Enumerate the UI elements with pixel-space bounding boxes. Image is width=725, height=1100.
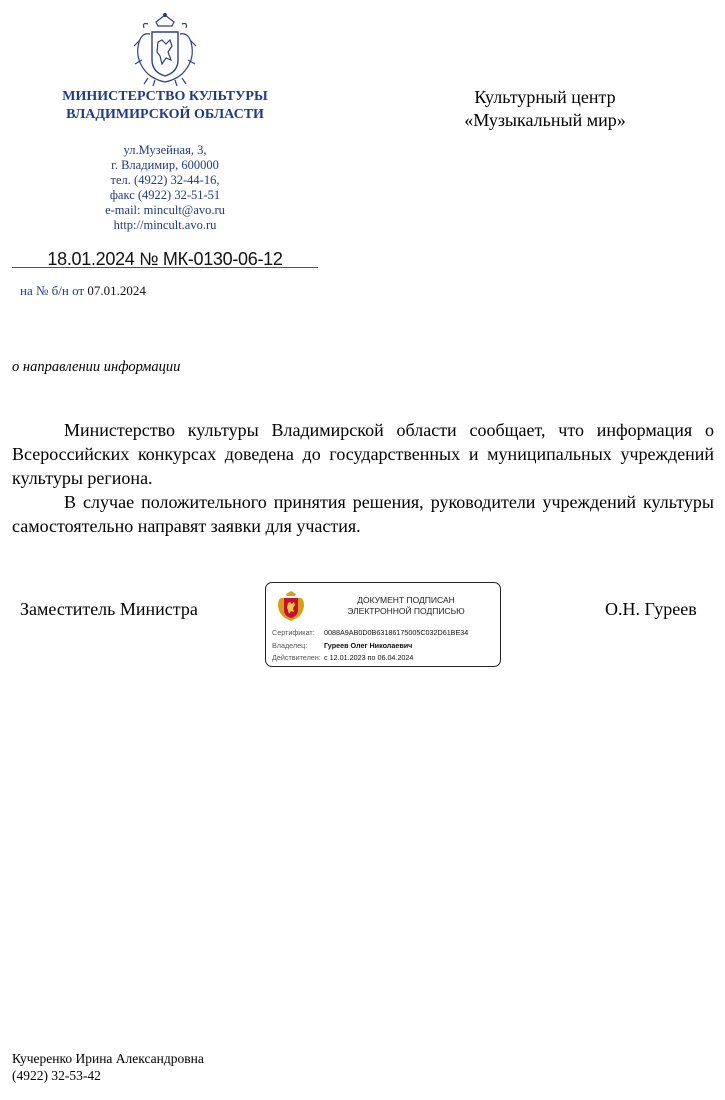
- reference-line: [20, 283, 146, 299]
- registration-number: 18.01.2024 № МК-0130-06-12: [12, 247, 318, 268]
- reference-prefix: на № б/н от: [20, 283, 85, 298]
- stamp-title-line2: ЭЛЕКТРОННОЙ ПОДПИСЬЮ: [347, 606, 465, 616]
- body-paragraph: В случае положительного принятия решения, руководители учреждений культуры самостоятельно направят заявки для участия.: [12, 492, 714, 536]
- document-body: [12, 418, 714, 538]
- ministry-address: [65, 143, 265, 233]
- ministry-name: [40, 88, 290, 124]
- stamp-title: [316, 595, 496, 617]
- stamp-owner-row: [272, 641, 412, 650]
- ministry-name-line1: МИНИСТЕРСТВО КУЛЬТУРЫ: [62, 89, 268, 104]
- address-street: ул.Музейная, 3,: [123, 143, 207, 157]
- stamp-validity-row: [272, 653, 413, 662]
- executor-name: Кучеренко Ирина Александровна: [12, 1051, 204, 1066]
- stamp-certificate-value: 0088A9AB0D0B63186175005C032D61BE34: [324, 628, 469, 637]
- reference-date: 07.01.2024: [87, 283, 146, 298]
- recipient-line1: Культурный центр: [474, 87, 616, 107]
- stamp-validity-value: с 12.01.2023 по 06.04.2024: [324, 653, 414, 662]
- recipient-line2: «Музыкальный мир»: [464, 110, 626, 130]
- address-fax: факс (4922) 32-51-51: [109, 188, 221, 202]
- stamp-certificate-label: Сертификат:: [272, 628, 315, 637]
- address-city: г. Владимир, 600000: [111, 158, 219, 172]
- stamp-owner-label: Владелец:: [272, 641, 308, 650]
- recipient-block: [420, 86, 670, 132]
- electronic-signature-stamp: [265, 582, 501, 667]
- executor-phone: (4922) 32-53-42: [12, 1068, 101, 1083]
- address-website[interactable]: http://mincult.avo.ru: [113, 218, 217, 232]
- stamp-validity-label: Действителен:: [272, 653, 321, 662]
- signer-position: Заместитель Министра: [20, 599, 198, 619]
- address-email[interactable]: e-mail: mincult@avo.ru: [105, 203, 225, 217]
- body-paragraph: Министерство культуры Владимирской области сообщает, что информация о Всероссийских конкурсах доведена до государственных и муниципальных учреждений культуры региона.: [12, 420, 714, 488]
- ministry-name-line2: ВЛАДИМИРСКОЙ ОБЛАСТИ: [66, 107, 264, 122]
- signer-name: О.Н. Гуреев: [605, 599, 697, 619]
- coat-of-arms-icon: [276, 590, 306, 622]
- stamp-owner-value: Гуреев Олег Николаевич: [324, 641, 413, 650]
- stamp-certificate-row: [272, 628, 468, 637]
- executor-block: [12, 1050, 204, 1084]
- stamp-title-line1: ДОКУМЕНТ ПОДПИСАН: [357, 595, 455, 605]
- address-phone: тел. (4922) 32-44-16,: [110, 173, 220, 187]
- document-subject: о направлении информации: [12, 359, 181, 375]
- coat-of-arms-icon: [130, 12, 200, 87]
